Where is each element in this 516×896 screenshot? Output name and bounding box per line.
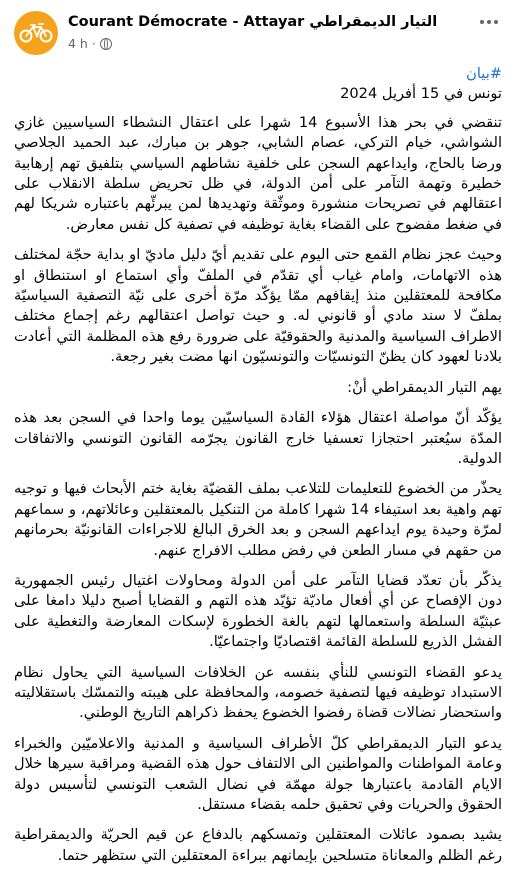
post-body (0, 64, 516, 866)
page-avatar[interactable] (14, 11, 58, 55)
post-paragraph: يشيد بصمود عائلات المعتقلين وتمسكهم بالدفاع عن قيم الحريّة والديمقراطية رغم الظلم والمعاناة متسلحين بإيمانهم ببراءة المعتقلين التي ستظهر حتما. (14, 826, 502, 864)
post-date: تونس في 15 أفريل 2024 (340, 85, 502, 103)
post-paragraph: يذكّر بأن تعدّد قضايا التآمر على أمن الدولة ومحاولات اغتيال رئيس الجمهورية دون الإفصاح عن أي أفعال ماديّة تؤيّد هذه التهم و القضايا أصبح دليلا دامغا على عبثيّة السلطة واستعمالها لتهم بالغة الخطورة لإسكات المعارضة والتغطية على الفشل الذريع للسلطة القائمة اقتصاديّا واجتماعيّا. (14, 571, 502, 651)
post-paragraph: يدعو التيار الديمقراطي كلّ الأطراف السياسية و المدنية والاعلاميّين والخبراء وعامة المواطنات والمواطنين الى الالتفاف حول هذه القضية ومراقبة سيرها خلال الايام القادمة باعتبارها جولة مهمّة في نضال الشعب التونسي لتأسيس دولة الحقوق والحريات وفي تحقيق حلمه بقضاء مستقل. (14, 734, 502, 813)
globe-icon (100, 38, 112, 50)
post-paragraph: يحذّر من الخضوع للتعليمات للتلاعب بملف القضيّة بغاية ختم الأبحاث فيها و توجيه تهم واهية بعد استيفاء 14 شهرا كاملة من التنكيل بالمعتقلين وعائلاتهم، و سماعهم لمرّة وحيدة يوم ايداعهم السجن و بعد الخرق البالغ للاجراءات القانونيّة بحرمانهم من حقهم في مسار الطعن في رفض مطلب الافراج عنهم. (14, 480, 502, 559)
meta-separator: · (91, 36, 96, 51)
post-meta (68, 36, 112, 51)
post-paragraph: وحيث عجز نظام القمع حتى اليوم على تقديم أيّ دليل ماديّ او بداية حجّة لمختلف هذه الاتهامات، وامام غياب أي تقدّم في الملفّ وأي استماع او استنطاق او مكافحة للمعتقلين منذ إيقافهم ممّا يؤكّد مرّة أخرى على نيّة التصفية السياسيّة بملفّ لا سند مادي أو قانوني له. و حيث تواصل اعتقالهم رغم إجماع مختلف الاطراف السياسية والمدنية والحقوقيّة على ضرورة رفع هذه المظلمة التي أعادت بلادنا لعهود كان يظنّ التونسيّات والتونسيّون انها مضت بغير رجعة. (14, 246, 502, 366)
post-header (0, 0, 516, 64)
post-paragraph: يؤكّد أنّ مواصلة اعتقال هؤلاء القادة السياسيّين يوما واحدا في السجن بعد هذه المدّة سيُعتبر احتجازا تعسفيا خارج القانون يجرّمه القانون التونسي والاتفاقات الدولية. (14, 409, 502, 467)
post-hashtag[interactable]: #بيان (466, 65, 502, 82)
page-name[interactable]: Courant Démocrate - Attayar التيار الديمقراطي (68, 14, 438, 30)
post-time[interactable]: 4 h (68, 36, 88, 51)
post-paragraph: تنقضي في بحر هذا الأسبوع 14 شهرا على اعتقال النشطاء السياسيين غازي الشواشي، خيام التركي، عصام الشابي، جوهر بن مبارك، عبد الحميد الجلاصي ورضا بالحاج، وايداعهم السجن على خلفية نشاطهم السياسي بتلفيق تهم إرهابية خطيرة وتهمة التآمر على أمن الدولة، في ظل تحريض سلطة الانقلاب على اعتقالهم في تصريحات منشورة وموثّقة وتهديدها لمن يبرئّهم باعتباره شريكا لهم في ضغط مفضوح على القضاء بغاية توظيفه في تصفية كل نفس معارض. (14, 113, 502, 233)
post-paragraph: يدعو القضاء التونسي للنأي بنفسه عن الخلافات السياسية التي يحاول نظام الاستبداد توظيفه فيها لتصفية خصومه، والمحافظة على هيبته والتمسّك باستقلاليته واستحضار نضالات قضاة رفضوا الخضوع يحفظ ذكراهم التاريخ الوطني. (14, 663, 502, 722)
post-paragraph: يهم التيار الديمقراطي أنْ: (347, 378, 502, 396)
more-dots-icon[interactable] (480, 20, 498, 24)
bicycle-logo-icon (19, 23, 53, 43)
